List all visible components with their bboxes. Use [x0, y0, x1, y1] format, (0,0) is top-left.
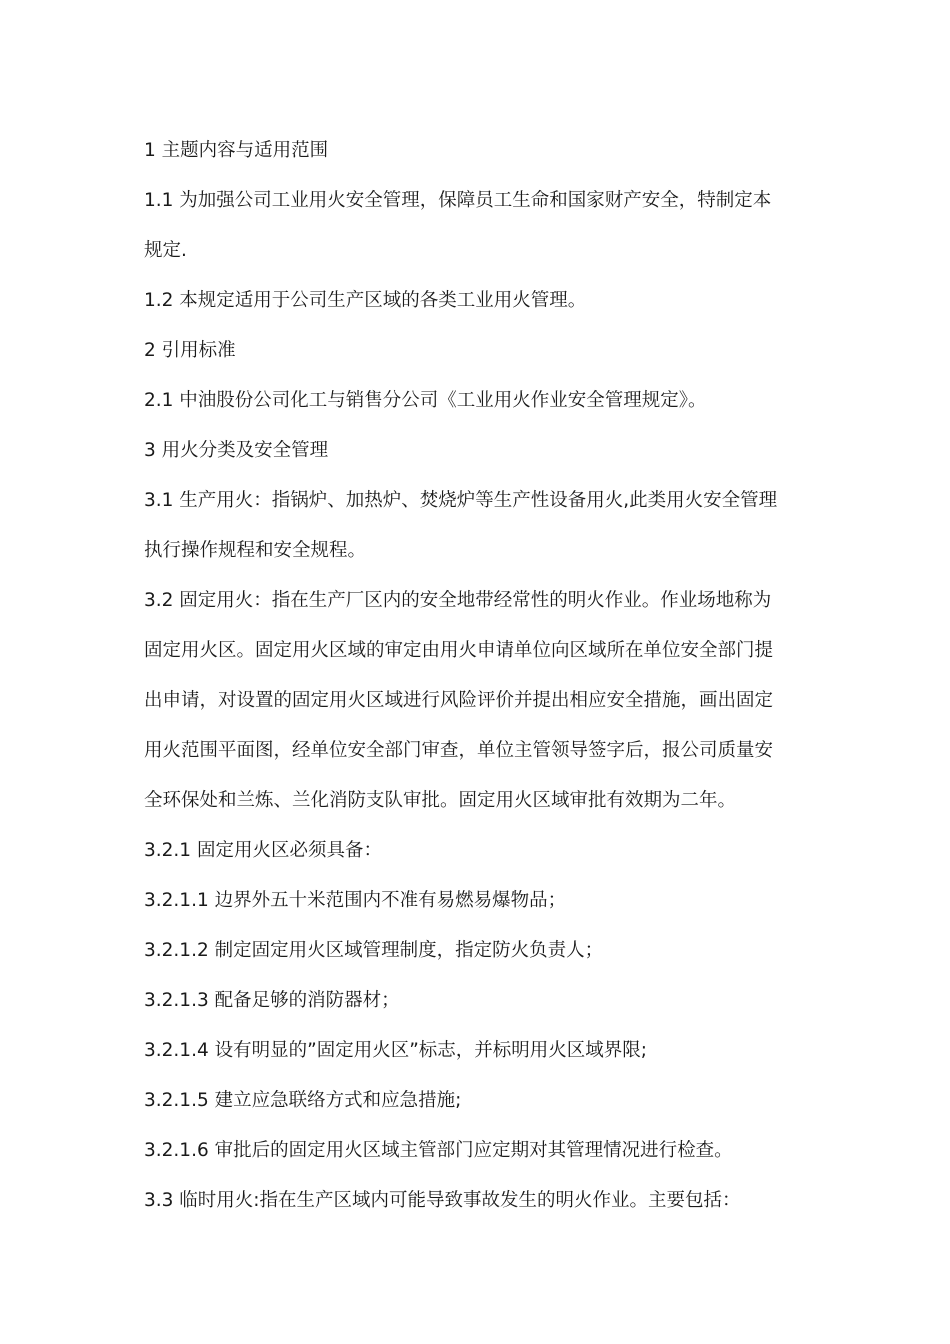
paragraph-3-2-1-5: 3.2.1.5 建立应急联络方式和应急措施;: [144, 1090, 462, 1111]
heading-2: 2 引用标准: [144, 340, 236, 361]
paragraph-3-2-1-4: 3.2.1.4 设有明显的”固定用火区”标志，并标明用火区域界限;: [144, 1040, 648, 1061]
paragraph-1-1-line-1: 1.1 为加强公司工业用火安全管理，保障员工生命和国家财产安全，特制定本: [144, 190, 772, 211]
paragraph-2-1: 2.1 中油股份公司化工与销售分公司《工业用火作业安全管理规定》。: [144, 390, 707, 411]
paragraph-3-2-line-3: 出申请，对设置的固定用火区域进行风险评价并提出相应安全措施，画出固定: [144, 690, 774, 711]
document-body: [144, 126, 814, 1226]
paragraph-3-2-line-1: 3.2 固定用火：指在生产厂区内的安全地带经常性的明火作业。作业场地称为: [144, 590, 772, 611]
paragraph-3-1-line-2: 执行操作规程和安全规程。: [144, 540, 367, 561]
paragraph-3-2-line-2: 固定用火区。固定用火区域的审定由用火申请单位向区域所在单位安全部门提: [144, 640, 774, 661]
paragraph-3-2-line-4: 用火范围平面图，经单位安全部门审查，单位主管领导签字后，报公司质量安: [144, 740, 774, 761]
heading-1: 1 主题内容与适用范围: [144, 140, 329, 161]
paragraph-1-2: 1.2 本规定适用于公司生产区域的各类工业用火管理。: [144, 290, 587, 311]
paragraph-3-1-line-1: 3.1 生产用火：指锅炉、加热炉、焚烧炉等生产性设备用火,此类用火安全管理: [144, 490, 778, 511]
paragraph-3-2-1-1: 3.2.1.1 边界外五十米范围内不准有易燃易爆物品；: [144, 890, 567, 911]
heading-3: 3 用火分类及安全管理: [144, 440, 329, 461]
paragraph-3-2-line-5: 全环保处和兰炼、兰化消防支队审批。固定用火区域审批有效期为二年。: [144, 790, 737, 811]
paragraph-3-3: 3.3 临时用火:指在生产区域内可能导致事故发生的明火作业。主要包括：: [144, 1190, 741, 1211]
paragraph-3-2-1-2: 3.2.1.2 制定固定用火区域管理制度，指定防火负责人；: [144, 940, 604, 961]
paragraph-1-1-line-2: 规定.: [144, 240, 187, 261]
paragraph-3-2-1: 3.2.1 固定用火区必须具备：: [144, 840, 382, 861]
paragraph-3-2-1-3: 3.2.1.3 配备足够的消防器材；: [144, 990, 400, 1011]
paragraph-3-2-1-6: 3.2.1.6 审批后的固定用火区域主管部门应定期对其管理情况进行检查。: [144, 1140, 733, 1161]
